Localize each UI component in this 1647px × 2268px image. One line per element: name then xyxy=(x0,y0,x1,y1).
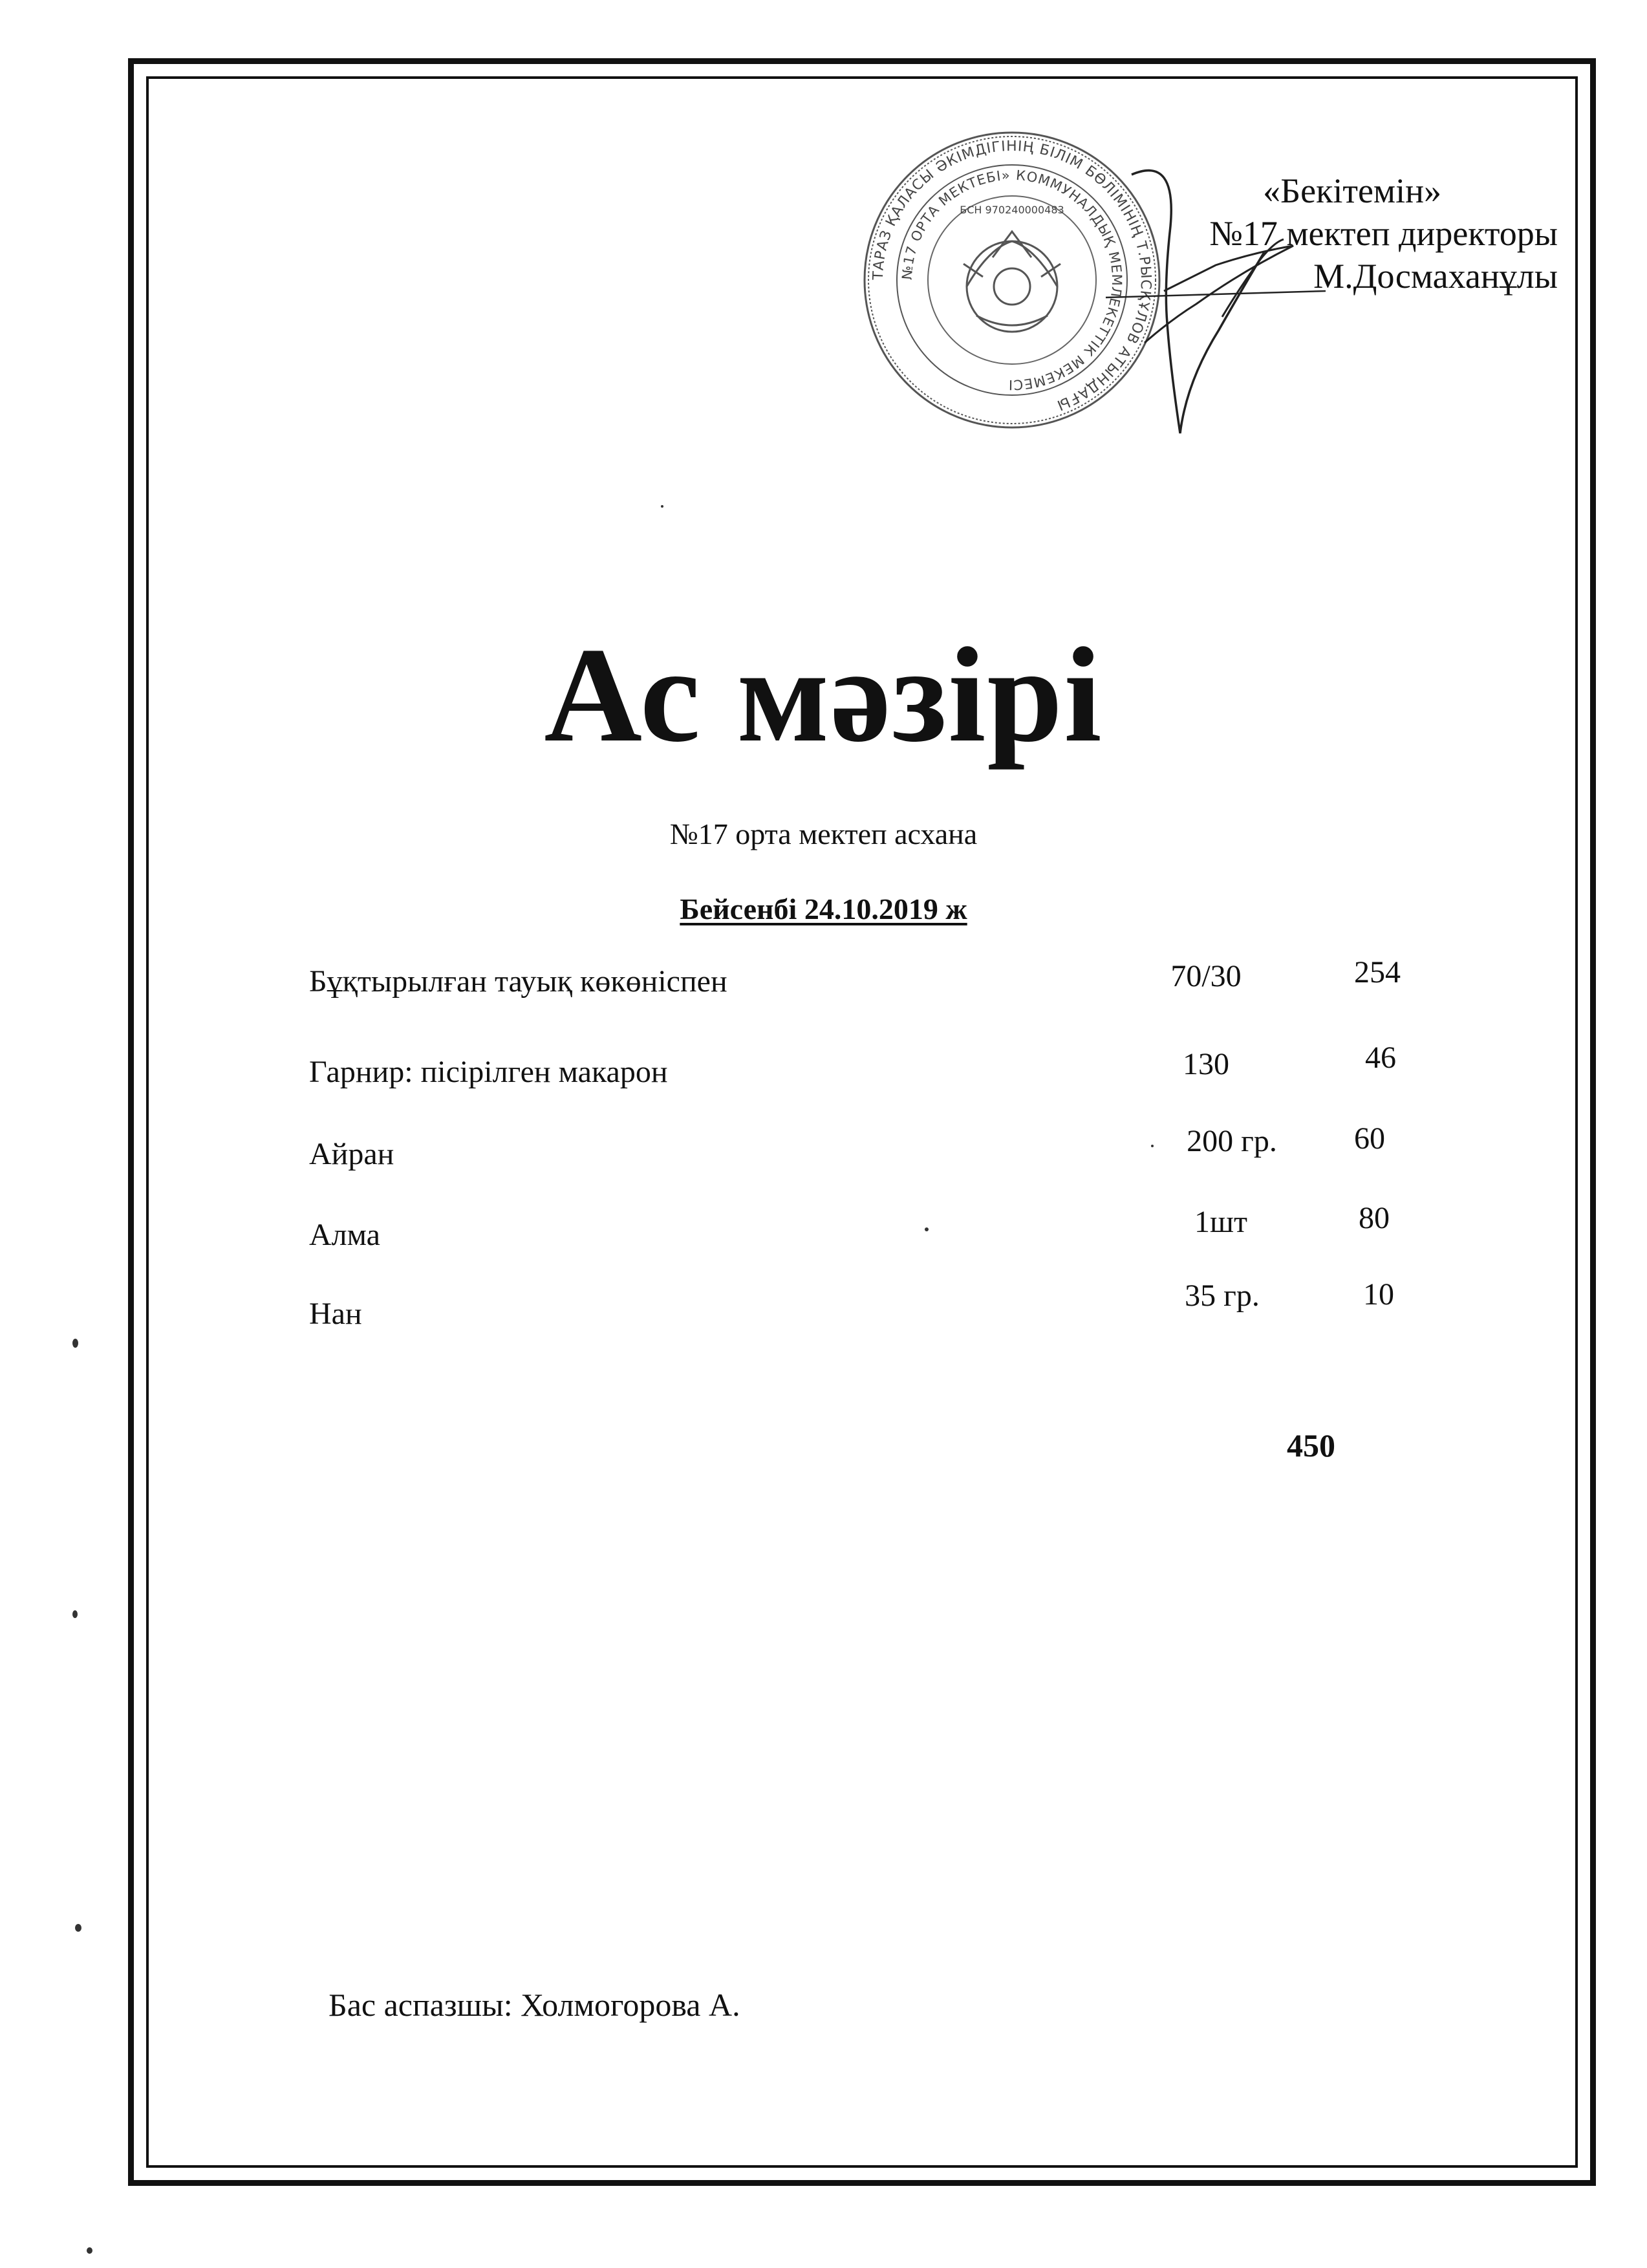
approval-director-name: М.Досмаханұлы xyxy=(1313,257,1558,296)
scan-speck xyxy=(75,1924,81,1932)
approval-block xyxy=(1209,169,1558,297)
menu-date: Бейсенбі 24.10.2019 ж xyxy=(680,892,967,925)
dish-kcal: 60 xyxy=(1354,1121,1385,1156)
menu-row xyxy=(0,955,1647,1001)
page-title: Ас мәзірі xyxy=(544,620,1103,770)
dish-portion: 70/30 xyxy=(1170,959,1242,993)
scan-speck xyxy=(925,1227,929,1231)
dish-portion: 130 xyxy=(1183,1047,1229,1081)
menu-row xyxy=(0,1201,1647,1255)
head-chef: Бас аспазшы: Холмогорова А. xyxy=(328,1987,740,2023)
scan-speck xyxy=(72,1610,78,1618)
dish-kcal: 80 xyxy=(1359,1201,1390,1235)
dish-name: Бұқтырылған тауық көкөніспен xyxy=(309,964,727,999)
total-kcal: 450 xyxy=(1287,1427,1335,1463)
svg-text:№17 ОРТА МЕКТЕБІ» КОММУНАЛДЫҚ xyxy=(899,167,1125,393)
scan-speck xyxy=(661,505,663,508)
canteen-name: №17 орта мектеп асхана xyxy=(669,817,978,850)
scan-speck xyxy=(72,1339,78,1348)
dish-kcal: 10 xyxy=(1363,1277,1394,1312)
approval-heading: «Бекітемін» xyxy=(1263,171,1441,210)
scan-speck xyxy=(1151,1145,1154,1147)
dish-name: Айран xyxy=(309,1137,394,1171)
menu-row xyxy=(0,1277,1647,1334)
dish-portion: 35 гр. xyxy=(1185,1279,1260,1313)
dish-kcal: 46 xyxy=(1365,1041,1396,1075)
dish-portion: 200 гр. xyxy=(1187,1124,1277,1158)
seal-outer-text: ТАРАЗ ҚАЛАСЫ ӘКІМДІГІНІҢ БІЛІМ БӨЛІМІНІҢ Т.РЫСҚҰЛОВ АТЫНДАҒЫ xyxy=(870,138,1154,414)
approval-position: №17 мектеп директоры xyxy=(1209,214,1558,253)
dish-portion: 1шт xyxy=(1194,1205,1247,1239)
menu-row xyxy=(0,1121,1647,1174)
dish-name: Нан xyxy=(309,1297,362,1331)
seal-bin: БСН 970240000483 xyxy=(960,204,1064,216)
dish-name: Алма xyxy=(309,1218,380,1252)
emblem-icon xyxy=(963,232,1060,332)
seal-inner-text: №17 ОРТА МЕКТЕБІ» КОММУНАЛДЫҚ МЕМЛЕКЕТТІК МЕКЕМЕСІ xyxy=(899,167,1125,393)
scan-speck xyxy=(87,2247,92,2254)
menu-row xyxy=(0,1041,1647,1092)
dish-kcal: 254 xyxy=(1354,955,1401,989)
dish-name: Гарнир: пісірілген макарон xyxy=(309,1055,668,1089)
